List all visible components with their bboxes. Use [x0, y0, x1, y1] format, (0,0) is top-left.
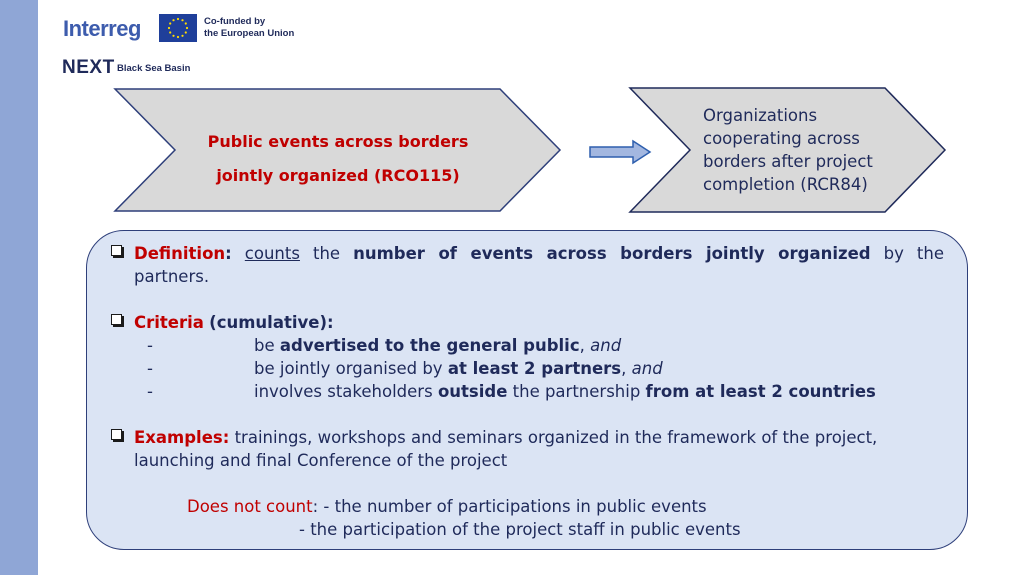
- examples-line-1: [134, 426, 877, 449]
- criteria-dash: -: [147, 336, 153, 355]
- cofunded-line-1: Co-funded by: [204, 16, 266, 27]
- criteria-item-text: be jointly organised by: [254, 359, 448, 378]
- next-logo: NEXT: [62, 57, 115, 78]
- criteria-item-emphasis: from at least 2 countries: [645, 382, 876, 401]
- cofunded-line-2: the European Union: [204, 28, 295, 39]
- criteria-item-emphasis: at least 2 partners: [447, 359, 622, 378]
- not-count-text-1: : - the number of participations in public events: [312, 497, 707, 516]
- criteria-item-text: ,: [621, 359, 632, 378]
- result-line-4: completion (RCR84): [703, 175, 868, 194]
- criteria-item-text: ,: [579, 336, 591, 355]
- checkbox-bullet-icon: [111, 429, 122, 440]
- examples-text-1: trainings, workshops and seminars organized in the framework of the project,: [234, 428, 878, 447]
- definition-line-2: partners.: [134, 267, 210, 286]
- output-line-2: jointly organized (RCO115): [216, 166, 460, 185]
- result-line-3: borders after project: [703, 152, 873, 171]
- region-label: Black Sea Basin: [117, 63, 191, 74]
- criteria-item-text: the partnership: [507, 382, 646, 401]
- definition-phrase: number of events across borders jointly organized: [353, 244, 871, 263]
- not-count-line-2: - the participation of the project staff in public events: [299, 520, 741, 539]
- not-count-label: Does not count: [187, 497, 313, 516]
- result-line-1: Organizations: [703, 106, 818, 125]
- criteria-label: Criteria: [134, 313, 204, 332]
- criteria-item-conjunction: and: [631, 359, 663, 378]
- definition-label: Definition: [134, 244, 226, 263]
- result-line-2: cooperating across: [703, 129, 860, 148]
- output-line-1: Public events across borders: [207, 132, 469, 151]
- criteria-dash: -: [147, 382, 153, 401]
- examples-line-2: launching and final Conference of the project: [134, 451, 508, 470]
- checkbox-bullet-icon: [111, 314, 122, 325]
- criteria-item-3: [254, 380, 876, 403]
- criteria-item-emphasis: advertised to the general public: [279, 336, 580, 355]
- criteria-heading: [134, 311, 334, 334]
- definition-the-word: the: [312, 244, 341, 263]
- criteria-item-text: be: [254, 336, 280, 355]
- arrow-right-icon: [590, 141, 650, 163]
- checkbox-bullet-icon: [111, 245, 122, 256]
- definition-line-1: [134, 242, 944, 265]
- examples-label: Examples:: [134, 428, 230, 447]
- criteria-item-text: involves stakeholders: [254, 382, 438, 401]
- criteria-dash: -: [147, 359, 153, 378]
- not-count-line-1: [187, 495, 707, 518]
- output-indicator-label: [178, 125, 498, 193]
- definition-counts-word: counts: [244, 244, 300, 263]
- result-indicator-label: [703, 104, 913, 196]
- definition-by-word: by: [883, 244, 904, 263]
- criteria-item-emphasis: outside: [437, 382, 508, 401]
- criteria-item-conjunction: and: [590, 336, 622, 355]
- definition-colon: :: [225, 244, 232, 263]
- criteria-item-2: [254, 357, 663, 380]
- definition-the-word-2: the: [916, 244, 944, 263]
- criteria-suffix: (cumulative):: [209, 313, 334, 332]
- criteria-item-1: [254, 334, 621, 357]
- interreg-logo: Interreg: [63, 16, 141, 41]
